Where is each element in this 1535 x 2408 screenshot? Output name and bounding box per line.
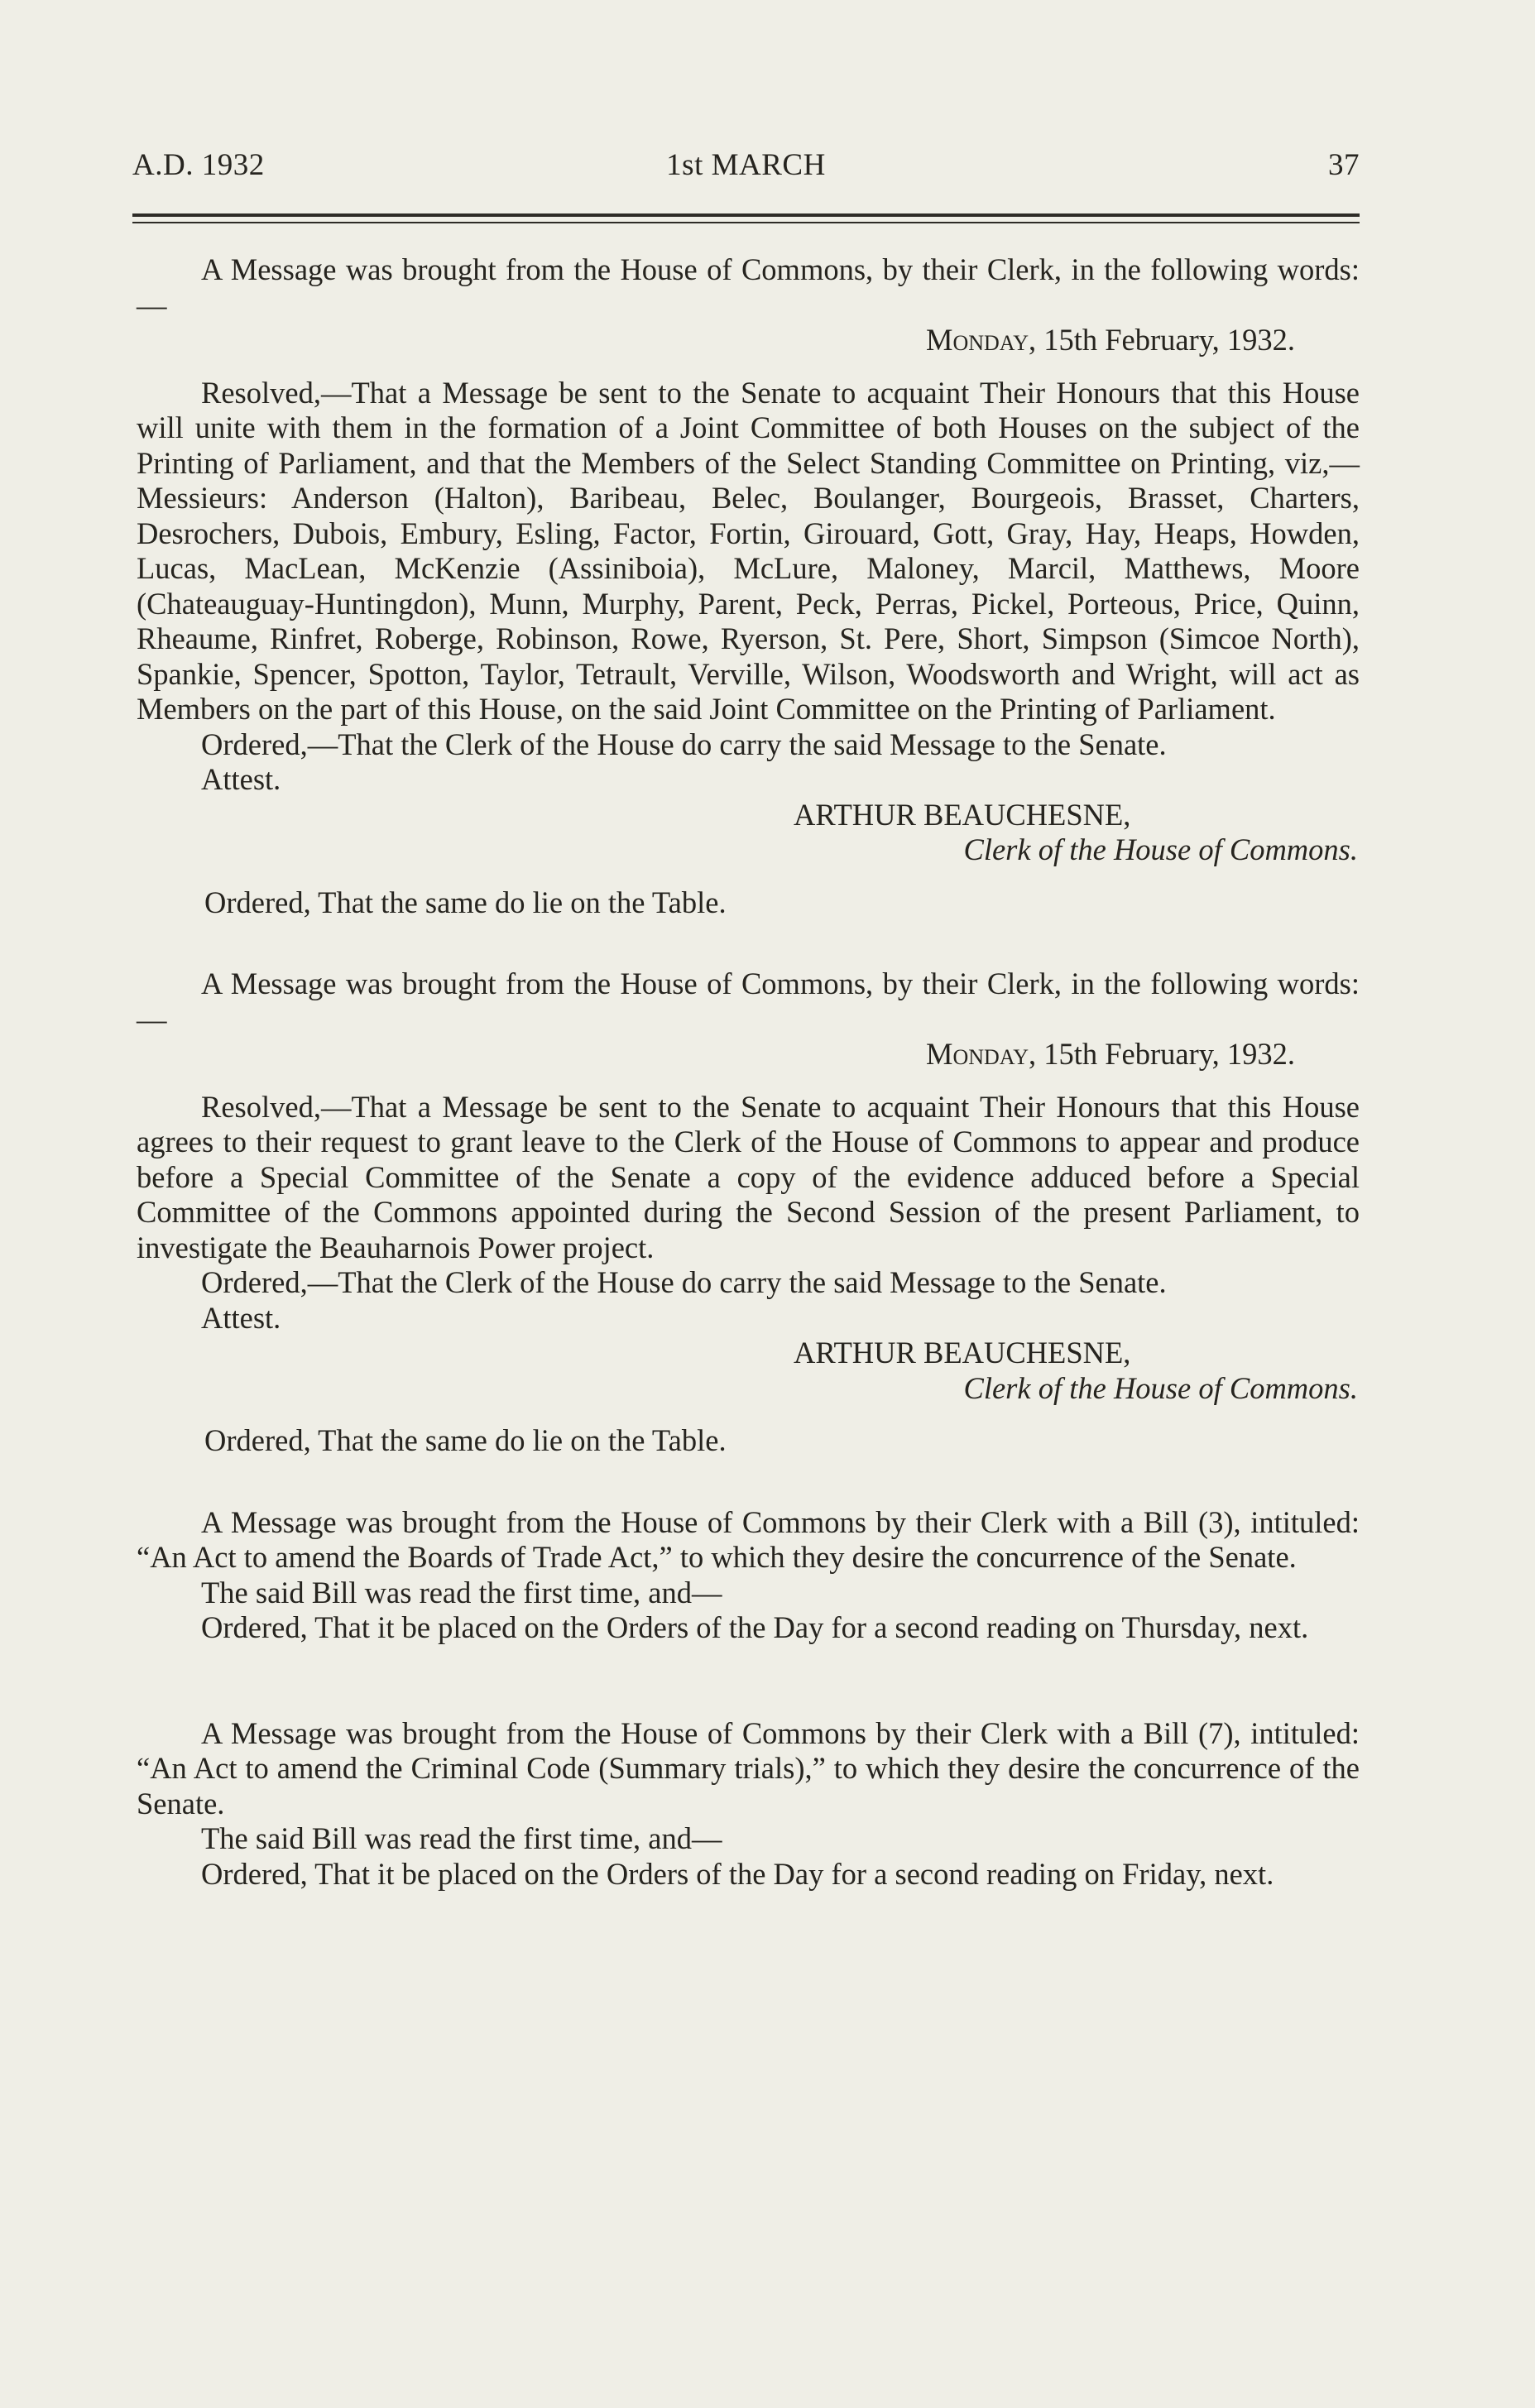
message-section-1	[137, 252, 1360, 920]
date-rest: 15th February, 1932.	[1036, 323, 1295, 357]
ordered-carry-paragraph: Ordered,—That the Clerk of the House do carry the said Message to the Senate.	[201, 727, 1167, 761]
message-intro: A Message was brought from the House of Commons, by their Clerk, in the following words:—	[137, 252, 1360, 322]
attest-line: Attest.	[201, 1300, 281, 1335]
bill-message-1	[137, 1505, 1360, 1646]
spacer	[137, 1646, 1360, 1716]
header-rule-thin	[132, 222, 1360, 223]
resolved-paragraph: Resolved,—That a Message be sent to the Senate to acquaint Their Honours that this House will unite with them in the formation of a Joint Committee of both Houses on the subject of the Printing of Parliament, and that the Members of the Select Standing Committee on Printing, viz,—Messieurs: Anderson (Halton), Baribeau, Belec, Boulanger, Bourgeois, Brasset, Charters, Desrochers, Dubois, Embury, Esling, Factor, Fortin, Girouard, Gott, Gray, Hay, Heaps, Howden, Lucas, MacLean, McKenzie (Assiniboia), McLure, Maloney, Marcil, Matthews, Moore (Chateauguay-Huntingdon), Munn, Murphy, Parent, Peck, Perras, Pickel, Porteous, Price, Quinn, Rheaume, Rinfret, Roberge, Robinson, Rowe, Ryerson, St. Pere, Short, Simpson (Simcoe North), Spankie, Spencer, Spotton, Taylor, Tetrault, Verville, Wilson, Woodsworth and Wright, will act as Members on the part of this House, on the said Joint Committee on the Printing of Parliament.	[137, 375, 1360, 726]
page-header	[132, 147, 1360, 189]
ordered-carry-paragraph: Ordered,—That the Clerk of the House do carry the said Message to the Senate.	[201, 1265, 1167, 1299]
bill-ordered: Ordered, That it be placed on the Orders of the Day for a second reading on Thursday, next.	[201, 1610, 1309, 1644]
header-date: 1st MARCH	[666, 148, 826, 182]
bill-message-2	[137, 1716, 1360, 1892]
spacer	[137, 868, 1360, 885]
resolved-paragraph: Resolved,—That a Message be sent to the Senate to acquaint Their Honours that this House agrees to their request to grant leave to the Clerk of the House of Commons to appear and produce before a Special Committee of the Senate a copy of the evidence adduced before a Special Committee of the Commons appointed during the Second Session of the present Parliament, to investigate the Beauharnois Power project.	[137, 1089, 1360, 1264]
spacer	[137, 920, 1360, 967]
bill-first-reading: The said Bill was read the first time, and—	[201, 1575, 722, 1609]
date-weekday: Monday,	[926, 323, 1037, 357]
spacer	[137, 1459, 1360, 1505]
signature-title: Clerk of the House of Commons.	[963, 1370, 1358, 1405]
date-rest: 15th February, 1932.	[1036, 1037, 1295, 1071]
page-body	[137, 252, 1360, 1892]
date-weekday: Monday,	[926, 1037, 1037, 1071]
bill-message: A Message was brought from the House of Commons by their Clerk with a Bill (3), intituled: “An Act to amend the Boards of Trade Act,” to which they desire the concurrence of the Senate.	[137, 1504, 1360, 1574]
ordered-table-line: Ordered, That the same do lie on the Table.	[204, 885, 727, 919]
attest-line: Attest.	[201, 762, 281, 796]
message-dateline	[137, 1037, 1360, 1072]
header-rule-thick	[132, 213, 1360, 217]
message-section-2	[137, 967, 1360, 1459]
spacer	[137, 358, 1360, 376]
header-year: A.D. 1932	[132, 148, 265, 182]
signature-title: Clerk of the House of Commons.	[963, 832, 1358, 866]
signature-name: ARTHUR BEAUCHESNE,	[794, 1336, 1131, 1369]
bill-first-reading: The said Bill was read the first time, and—	[201, 1821, 722, 1855]
ordered-table-line: Ordered, That the same do lie on the Table.	[204, 1423, 727, 1457]
page-number: 37	[1328, 148, 1360, 182]
signature-name: ARTHUR BEAUCHESNE,	[794, 797, 1131, 832]
message-intro: A Message was brought from the House of Commons, by their Clerk, in the following words:—	[137, 967, 1360, 1036]
spacer	[137, 1406, 1360, 1423]
spacer	[137, 1072, 1360, 1090]
message-dateline	[137, 323, 1360, 358]
bill-message: A Message was brought from the House of Commons by their Clerk with a Bill (7), intituled: “An Act to amend the Criminal Code (Summary trials),” to which they desire the concurrence of the Senate.	[137, 1715, 1360, 1820]
bill-ordered: Ordered, That it be placed on the Orders of the Day for a second reading on Friday, next.	[201, 1856, 1274, 1891]
